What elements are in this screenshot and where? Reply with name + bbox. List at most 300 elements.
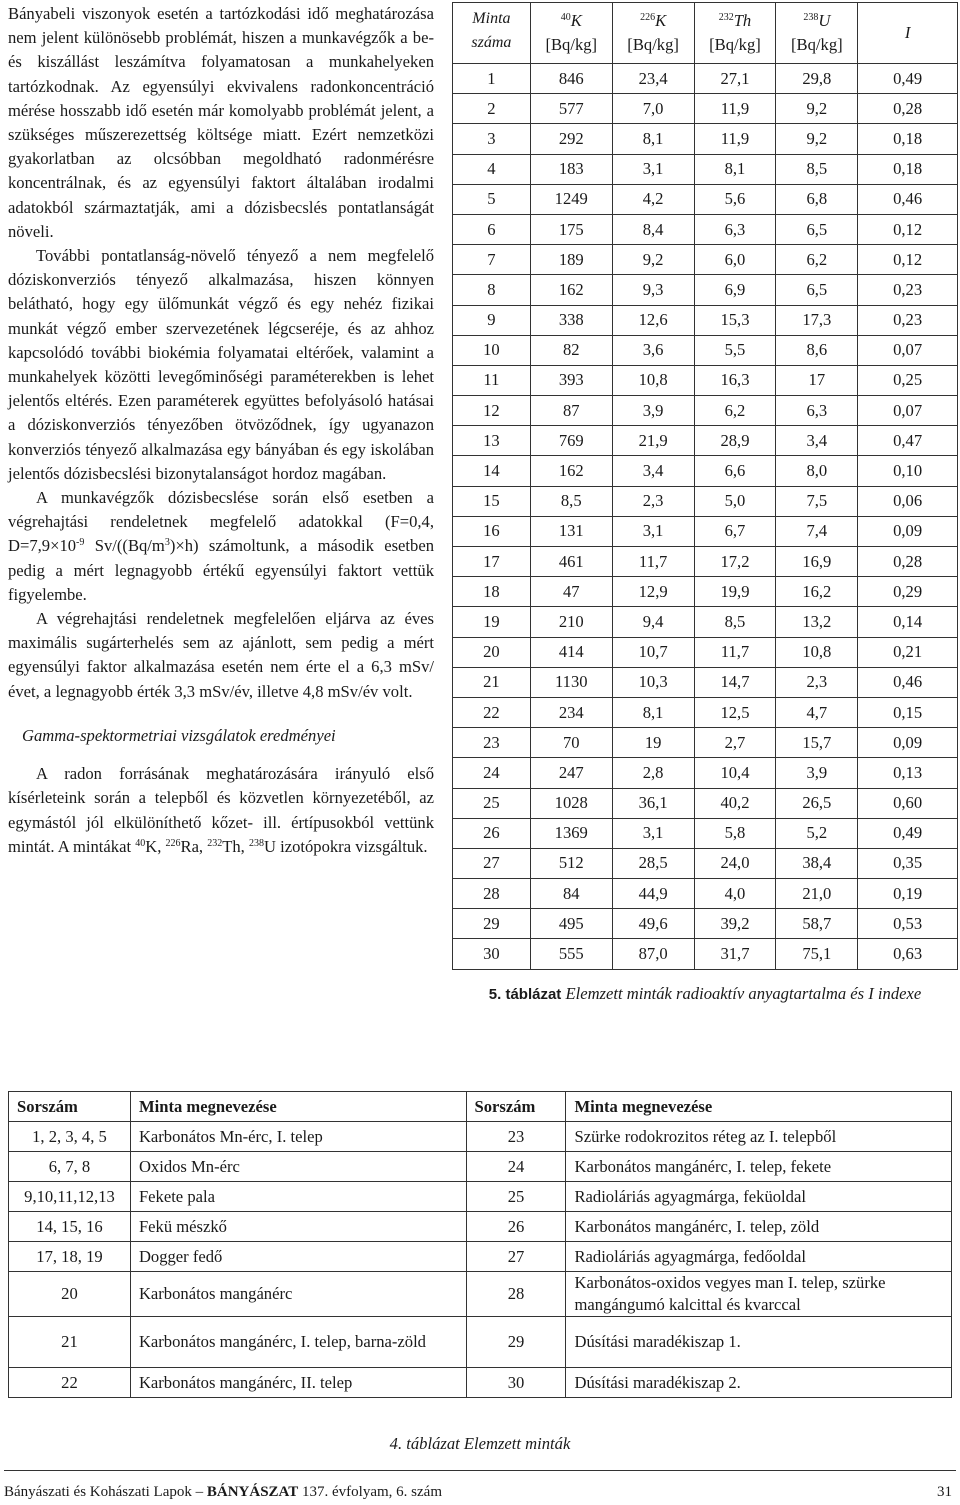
table-cell: Karbonátos mangánérc xyxy=(130,1272,466,1317)
table-cell: 11,9 xyxy=(694,124,776,154)
table-cell: 0,18 xyxy=(858,124,958,154)
table-cell: 0,21 xyxy=(858,637,958,667)
table-cell: 8,4 xyxy=(612,214,694,244)
table-cell: 1028 xyxy=(530,788,612,818)
table-cell: 162 xyxy=(530,275,612,305)
superscript: 238 xyxy=(248,837,264,849)
superscript: 40 xyxy=(135,837,146,849)
table-cell: 28,9 xyxy=(694,426,776,456)
table-cell: 3,6 xyxy=(612,335,694,365)
table-cell: 21 xyxy=(453,667,531,697)
table-cell: 0,14 xyxy=(858,607,958,637)
table-cell: 0,49 xyxy=(858,64,958,94)
table-cell: 8 xyxy=(453,275,531,305)
table-row xyxy=(9,1122,952,1152)
table-cell: 6,2 xyxy=(776,245,858,275)
table-row xyxy=(453,426,958,456)
mass-number: 238 xyxy=(803,12,819,23)
table-row xyxy=(453,396,958,426)
table-cell: 26 xyxy=(453,818,531,848)
paragraph-5-part-b: K, xyxy=(145,836,166,856)
table-cell: 292 xyxy=(530,124,612,154)
table-cell: 29 xyxy=(453,909,531,939)
table-cell: 24 xyxy=(466,1152,566,1182)
table-cell: 7 xyxy=(453,245,531,275)
table-cell: 769 xyxy=(530,426,612,456)
table-row xyxy=(453,275,958,305)
table-cell: 28 xyxy=(453,879,531,909)
superscript: 3 xyxy=(164,537,170,549)
table-cell: 0,12 xyxy=(858,245,958,275)
table-row xyxy=(9,1152,952,1182)
left-column-text xyxy=(8,2,434,859)
header-sorszam-2: Sorszám xyxy=(466,1092,566,1122)
table-cell: 0,15 xyxy=(858,697,958,727)
table-cell: 36,1 xyxy=(612,788,694,818)
table-cell: 2,3 xyxy=(776,667,858,697)
table-cell: 49,6 xyxy=(612,909,694,939)
table-row xyxy=(453,607,958,637)
table-cell: 4,7 xyxy=(776,697,858,727)
table-cell: 0,46 xyxy=(858,184,958,214)
table-cell: 3,1 xyxy=(612,516,694,546)
table-cell: 162 xyxy=(530,456,612,486)
table-row xyxy=(453,245,958,275)
table-row xyxy=(453,184,958,214)
table-cell: 11,7 xyxy=(612,547,694,577)
table-cell: 5,8 xyxy=(694,818,776,848)
header-minta: Minta megnevezése xyxy=(130,1092,466,1122)
table-cell: 1369 xyxy=(530,818,612,848)
table-cell: 1249 xyxy=(530,184,612,214)
paragraph-3-part-b: Sv/((Bq/m xyxy=(84,536,165,556)
table-cell: 17 xyxy=(776,365,858,395)
table-cell: 5,2 xyxy=(776,818,858,848)
table-row xyxy=(9,1242,952,1272)
table-cell: 0,18 xyxy=(858,154,958,184)
table-cell: 58,7 xyxy=(776,909,858,939)
table-cell: 16,9 xyxy=(776,547,858,577)
table-cell: 0,53 xyxy=(858,909,958,939)
table-cell: 2,3 xyxy=(612,486,694,516)
table-cell: 21 xyxy=(9,1317,131,1368)
table-cell: Oxidos Mn-érc xyxy=(130,1152,466,1182)
table-cell: 15,7 xyxy=(776,728,858,758)
table-cell: 393 xyxy=(530,365,612,395)
table-cell: 7,4 xyxy=(776,516,858,546)
table-cell: 13,2 xyxy=(776,607,858,637)
table-cell: Karbonátos mangánérc, I. telep, fekete xyxy=(566,1152,952,1182)
table-header-row xyxy=(9,1092,952,1122)
table-cell: Fekete pala xyxy=(130,1182,466,1212)
table-cell: 26 xyxy=(466,1212,566,1242)
table-cell: 12,6 xyxy=(612,305,694,335)
header-sorszam: Sorszám xyxy=(9,1092,131,1122)
paragraph-2: További pontatlanság-növelő tényező a nem megfelelő dóziskonverziós tényező alkalmazása, hiszen könnyen belátható, hogy egy ülőmunkát végző és egy nehéz fizikai munkát végző ember szervezetének légcseréje, és az ahhoz kapcsolódó további biokémia folyamatai eltérőek, valamint a munkahelyek közötti levegőminőségi paraméterekben is lehet jelentős eltérés. Ezen paraméterek együttes befolyásoló hatásai a dóziskonverziós tényezőben ötvöződnek, így ugyanazon konverziós tényező alkalmazása egy bányában és egy iskolában jelentős dózisbecslési bizonytalanságot hordoz magában. xyxy=(8,246,434,483)
table-cell: 6,0 xyxy=(694,245,776,275)
paragraph-4: A végrehajtási rendeletnek megfelelően eljárva az éves maximális sugárterhelés sem az ajánlott, sem pedig a mért egyensúlyi faktor alkalmazása esetén nem érte el a 6,3 mSv/évet, a legnagyobb érték 3,3 mSv/év, illetve 4,8 mSv/év volt. xyxy=(8,609,434,701)
table-cell: 5,0 xyxy=(694,486,776,516)
table-cell: 175 xyxy=(530,214,612,244)
journal-section: BÁNYÁSZAT xyxy=(206,1484,299,1500)
table-cell: 247 xyxy=(530,758,612,788)
table-cell: 70 xyxy=(530,728,612,758)
table-cell: 6, 7, 8 xyxy=(9,1152,131,1182)
table-row xyxy=(9,1272,952,1317)
table-cell: 8,6 xyxy=(776,335,858,365)
table-cell: 10,7 xyxy=(612,637,694,667)
table-cell: 23 xyxy=(466,1122,566,1152)
table-cell: 0,23 xyxy=(858,305,958,335)
table-row xyxy=(453,94,958,124)
table-cell: 24 xyxy=(453,758,531,788)
table-cell: 6 xyxy=(453,214,531,244)
table-row xyxy=(453,879,958,909)
table-cell: 5 xyxy=(453,184,531,214)
table-cell: 0,29 xyxy=(858,577,958,607)
table-cell: 10,4 xyxy=(694,758,776,788)
table-cell: 14 xyxy=(453,456,531,486)
table-cell: 22 xyxy=(453,697,531,727)
table-cell: Szürke rodokrozitos réteg az I. telepből xyxy=(566,1122,952,1152)
table-cell: 461 xyxy=(530,547,612,577)
table-cell: 4,0 xyxy=(694,879,776,909)
table-cell: 38,4 xyxy=(776,848,858,878)
table-cell: 28,5 xyxy=(612,848,694,878)
table-cell: 0,47 xyxy=(858,426,958,456)
table-cell: 11,9 xyxy=(694,94,776,124)
table-cell: 8,5 xyxy=(776,154,858,184)
header-th232 xyxy=(694,3,776,64)
table-cell: 414 xyxy=(530,637,612,667)
table-cell: 7,5 xyxy=(776,486,858,516)
header-226 xyxy=(612,3,694,64)
table-cell: 8,1 xyxy=(612,124,694,154)
table-cell: 1 xyxy=(453,64,531,94)
superscript: 232 xyxy=(207,837,223,849)
table-cell: 210 xyxy=(530,607,612,637)
table-cell: Karbonátos mangánérc, II. telep xyxy=(130,1368,466,1398)
table-cell: 25 xyxy=(466,1182,566,1212)
table-cell: 17, 18, 19 xyxy=(9,1242,131,1272)
table-cell: 19 xyxy=(453,607,531,637)
table-body xyxy=(453,64,958,970)
table-cell: Karbonátos-oxidos vegyes man I. telep, szürke mangángumó kalcittal és kvarccal xyxy=(566,1272,952,1317)
table-row xyxy=(453,909,958,939)
paragraph-1: Bányabeli viszonyok esetén a tartózkodási idő meghatározása nem jelent különösebb problémát, hiszen a munkavégzők a be- és kiszállást leszámítva folyamatosan a munkahelyeken tartózkodnak. Az egyensúlyi ekvivalens radonkoncentráció mérése hosszabb idő esetén már komolyabb problémát jelent, a szükséges műszerezettség költsége miatt. Ezért nemzetközi gyakorlatban az olcsóbban megoldható radonmérésre koncentrálnak, és az egyensúlyi faktort általában irodalmi adatokból származtatják, ami a dózisbecslés pontatlanságát növeli. xyxy=(8,4,434,241)
table-cell: 11 xyxy=(453,365,531,395)
header-minta-2: Minta megnevezése xyxy=(566,1092,952,1122)
unit-label: [Bq/kg] xyxy=(791,35,843,54)
table-cell: 338 xyxy=(530,305,612,335)
superscript: -9 xyxy=(76,537,85,549)
table-cell: 189 xyxy=(530,245,612,275)
table-row xyxy=(453,305,958,335)
page-number: 31 xyxy=(937,1484,952,1500)
paragraph-5-part-d: Th, xyxy=(222,836,249,856)
table-cell: 87 xyxy=(530,396,612,426)
table-cell: 1, 2, 3, 4, 5 xyxy=(9,1122,131,1152)
table-row xyxy=(453,577,958,607)
table-cell: 577 xyxy=(530,94,612,124)
table-cell: Dúsítási maradékiszap 1. xyxy=(566,1317,952,1368)
table-cell: 0,07 xyxy=(858,396,958,426)
table-cell: 3,9 xyxy=(776,758,858,788)
paragraph-3-part-c: )×h) számoltunk, a második esetben pedig a mért legnagyobb értékű egyensúlyi faktort vettük figyelembe. xyxy=(8,536,434,604)
table-body xyxy=(9,1122,952,1398)
table-cell: 27,1 xyxy=(694,64,776,94)
table-cell: 3,1 xyxy=(612,818,694,848)
table-cell: 0,23 xyxy=(858,275,958,305)
table-row xyxy=(453,637,958,667)
table-cell: 8,1 xyxy=(612,697,694,727)
table-cell: 1130 xyxy=(530,667,612,697)
table-cell: 30 xyxy=(466,1368,566,1398)
table-cell: 234 xyxy=(530,697,612,727)
table-cell: 555 xyxy=(530,939,612,969)
table-cell: Karbonátos mangánérc, I. telep, barna-zöld xyxy=(130,1317,466,1368)
table-4-caption: 4. táblázat Elemzett minták xyxy=(389,1434,571,1453)
table-cell: 2,8 xyxy=(612,758,694,788)
table-cell: 25 xyxy=(453,788,531,818)
paragraph-5-part-c: Ra, xyxy=(180,836,208,856)
superscript: 226 xyxy=(165,837,181,849)
table-cell: 0,49 xyxy=(858,818,958,848)
table-cell: 39,2 xyxy=(694,909,776,939)
table-cell: 16,3 xyxy=(694,365,776,395)
table-cell: 21,9 xyxy=(612,426,694,456)
table-cell: 22 xyxy=(9,1368,131,1398)
table-cell: 0,07 xyxy=(858,335,958,365)
table-row xyxy=(453,64,958,94)
table-cell: 8,5 xyxy=(530,486,612,516)
table-cell: 9,4 xyxy=(612,607,694,637)
table-row xyxy=(453,486,958,516)
table-row xyxy=(453,365,958,395)
table-cell: 12,5 xyxy=(694,697,776,727)
table-cell: 846 xyxy=(530,64,612,94)
paragraph-5-part-a: A radon forrásának meghatározására irányuló első kísérleteink során a telepből és közvetlen környezetéből, az egymástól jól elkülöníthető kőzet- ill. értípusokból vettünk mintát. A mintákat xyxy=(8,764,434,856)
table-5-caption xyxy=(452,982,958,1007)
table-row xyxy=(9,1182,952,1212)
isotope-name: Th xyxy=(733,11,752,30)
table-cell: 15 xyxy=(453,486,531,516)
table-cell: 82 xyxy=(530,335,612,365)
table-row xyxy=(453,788,958,818)
header-k40 xyxy=(530,3,612,64)
table-cell: Karbonátos mangánérc, I. telep, zöld xyxy=(566,1212,952,1242)
table-cell: 0,10 xyxy=(858,456,958,486)
table-row xyxy=(453,667,958,697)
table-cell: 24,0 xyxy=(694,848,776,878)
table-cell: 12,9 xyxy=(612,577,694,607)
table-cell: 3,4 xyxy=(776,426,858,456)
table-cell: 6,9 xyxy=(694,275,776,305)
table-cell: 47 xyxy=(530,577,612,607)
table-cell: Dúsítási maradékiszap 2. xyxy=(566,1368,952,1398)
paragraph-5 xyxy=(8,762,434,859)
table-cell: 15,3 xyxy=(694,305,776,335)
table-cell: Karbonátos Mn-érc, I. telep xyxy=(130,1122,466,1152)
table-cell: 512 xyxy=(530,848,612,878)
header-u238 xyxy=(776,3,858,64)
table-row xyxy=(453,758,958,788)
table-cell: 10,3 xyxy=(612,667,694,697)
table-cell: 28 xyxy=(466,1272,566,1317)
table-cell: 0,09 xyxy=(858,516,958,546)
table-cell: 131 xyxy=(530,516,612,546)
table-cell: 0,46 xyxy=(858,667,958,697)
table-cell: 9,3 xyxy=(612,275,694,305)
table-cell: 3 xyxy=(453,124,531,154)
table-row xyxy=(453,124,958,154)
table-cell: 3,4 xyxy=(612,456,694,486)
table-cell: 8,0 xyxy=(776,456,858,486)
table-cell: 16,2 xyxy=(776,577,858,607)
table-row xyxy=(453,516,958,546)
table-cell: 6,3 xyxy=(776,396,858,426)
table-cell: 16 xyxy=(453,516,531,546)
table-cell: 9,10,11,12,13 xyxy=(9,1182,131,1212)
table-cell: 6,7 xyxy=(694,516,776,546)
table-cell: 29 xyxy=(466,1317,566,1368)
table-cell: 7,0 xyxy=(612,94,694,124)
paragraph-5-part-e: U izotópokra vizsgáltuk. xyxy=(263,836,428,856)
table-cell: 29,8 xyxy=(776,64,858,94)
table-cell: 11,7 xyxy=(694,637,776,667)
table-cell: Dogger fedő xyxy=(130,1242,466,1272)
table-row xyxy=(453,848,958,878)
caption-text: Elemzett minták radioaktív anyagtartalma és I indexe xyxy=(565,984,922,1003)
journal-name: Bányászati és Kohászati Lapok – xyxy=(4,1484,207,1500)
page-footer xyxy=(4,1484,956,1501)
table-cell: 9 xyxy=(453,305,531,335)
table-cell: 23,4 xyxy=(612,64,694,94)
table-row xyxy=(453,456,958,486)
isotope-name: U xyxy=(818,11,831,30)
table-row xyxy=(453,214,958,244)
footer-divider xyxy=(4,1470,956,1471)
journal-issue: 137. évfolyam, 6. szám xyxy=(298,1484,442,1500)
table-cell: 87,0 xyxy=(612,939,694,969)
paragraph-3 xyxy=(8,486,434,607)
table-cell: 26,5 xyxy=(776,788,858,818)
table-cell: 9,2 xyxy=(612,245,694,275)
table-cell: 44,9 xyxy=(612,879,694,909)
table-row xyxy=(453,818,958,848)
table-cell: 2,7 xyxy=(694,728,776,758)
table-cell: 21,0 xyxy=(776,879,858,909)
table-cell: 14,7 xyxy=(694,667,776,697)
table-cell: Radioláriás agyagmárga, feküoldal xyxy=(566,1182,952,1212)
header-sample-number: Minta száma xyxy=(453,3,531,64)
radioactivity-table xyxy=(452,2,958,970)
unit-label: [Bq/kg] xyxy=(709,35,761,54)
caption-label: 5. táblázat xyxy=(488,986,562,1003)
samples-table xyxy=(8,1091,952,1398)
table-cell: 10 xyxy=(453,335,531,365)
table-row xyxy=(9,1368,952,1398)
table-cell: 9,2 xyxy=(776,94,858,124)
table-cell: 5,6 xyxy=(694,184,776,214)
mass-number: 226 xyxy=(640,12,656,23)
mass-number: 232 xyxy=(718,12,734,23)
table-cell: 3,1 xyxy=(612,154,694,184)
table-cell: 17,2 xyxy=(694,547,776,577)
table-cell: 3,9 xyxy=(612,396,694,426)
table-cell: 6,2 xyxy=(694,396,776,426)
table-cell: 40,2 xyxy=(694,788,776,818)
table-cell: 23 xyxy=(453,728,531,758)
table-cell: 18 xyxy=(453,577,531,607)
header-index: I xyxy=(858,3,958,64)
table-cell: 0,13 xyxy=(858,758,958,788)
table-cell: 2 xyxy=(453,94,531,124)
table-cell: 84 xyxy=(530,879,612,909)
table-cell: Radioláriás agyagmárga, fedőoldal xyxy=(566,1242,952,1272)
table-cell: 0,63 xyxy=(858,939,958,969)
table-cell: 0,28 xyxy=(858,94,958,124)
table-cell: 8,5 xyxy=(694,607,776,637)
table-cell: 0,09 xyxy=(858,728,958,758)
table-row xyxy=(453,547,958,577)
table-row xyxy=(453,154,958,184)
isotope-name: K xyxy=(655,11,667,30)
table-cell: 6,6 xyxy=(694,456,776,486)
table-row xyxy=(453,939,958,969)
table-cell: 0,12 xyxy=(858,214,958,244)
table-cell: 17,3 xyxy=(776,305,858,335)
table-row xyxy=(9,1317,952,1368)
table-cell: 19 xyxy=(612,728,694,758)
mass-number: 40 xyxy=(560,12,571,23)
section-heading: Gamma-spektormetriai vizsgálatok eredményei xyxy=(22,725,336,745)
table-cell: 75,1 xyxy=(776,939,858,969)
isotope-name: K xyxy=(570,11,582,30)
table-cell: 0,35 xyxy=(858,848,958,878)
unit-label: [Bq/kg] xyxy=(545,35,598,54)
table-cell: 27 xyxy=(453,848,531,878)
table-cell: 20 xyxy=(9,1272,131,1317)
unit-label: [Bq/kg] xyxy=(627,35,679,54)
table-cell: 27 xyxy=(466,1242,566,1272)
table-cell: 5,5 xyxy=(694,335,776,365)
table-cell: 31,7 xyxy=(694,939,776,969)
table-cell: 495 xyxy=(530,909,612,939)
table-cell: 0,19 xyxy=(858,879,958,909)
table-cell: 13 xyxy=(453,426,531,456)
table-cell: 19,9 xyxy=(694,577,776,607)
table-cell: 0,28 xyxy=(858,547,958,577)
paragraph-3-part-a: A munkavégzők dózisbecslése során első esetben a végrehajtási rendeletnek megfelelő adatokkal (F=0,4, D=7,9×10 xyxy=(8,488,434,556)
table-cell: 4,2 xyxy=(612,184,694,214)
table-row xyxy=(9,1212,952,1242)
table-cell: 12 xyxy=(453,396,531,426)
table-cell: 0,06 xyxy=(858,486,958,516)
table-cell: 0,25 xyxy=(858,365,958,395)
table-cell: Fekü mészkő xyxy=(130,1212,466,1242)
table-cell: 6,8 xyxy=(776,184,858,214)
table-cell: 20 xyxy=(453,637,531,667)
table-cell: 30 xyxy=(453,939,531,969)
table-cell: 8,1 xyxy=(694,154,776,184)
table-cell: 10,8 xyxy=(776,637,858,667)
table-cell: 14, 15, 16 xyxy=(9,1212,131,1242)
table-row xyxy=(453,335,958,365)
table-row xyxy=(453,697,958,727)
table-cell: 0,60 xyxy=(858,788,958,818)
table-cell: 6,3 xyxy=(694,214,776,244)
